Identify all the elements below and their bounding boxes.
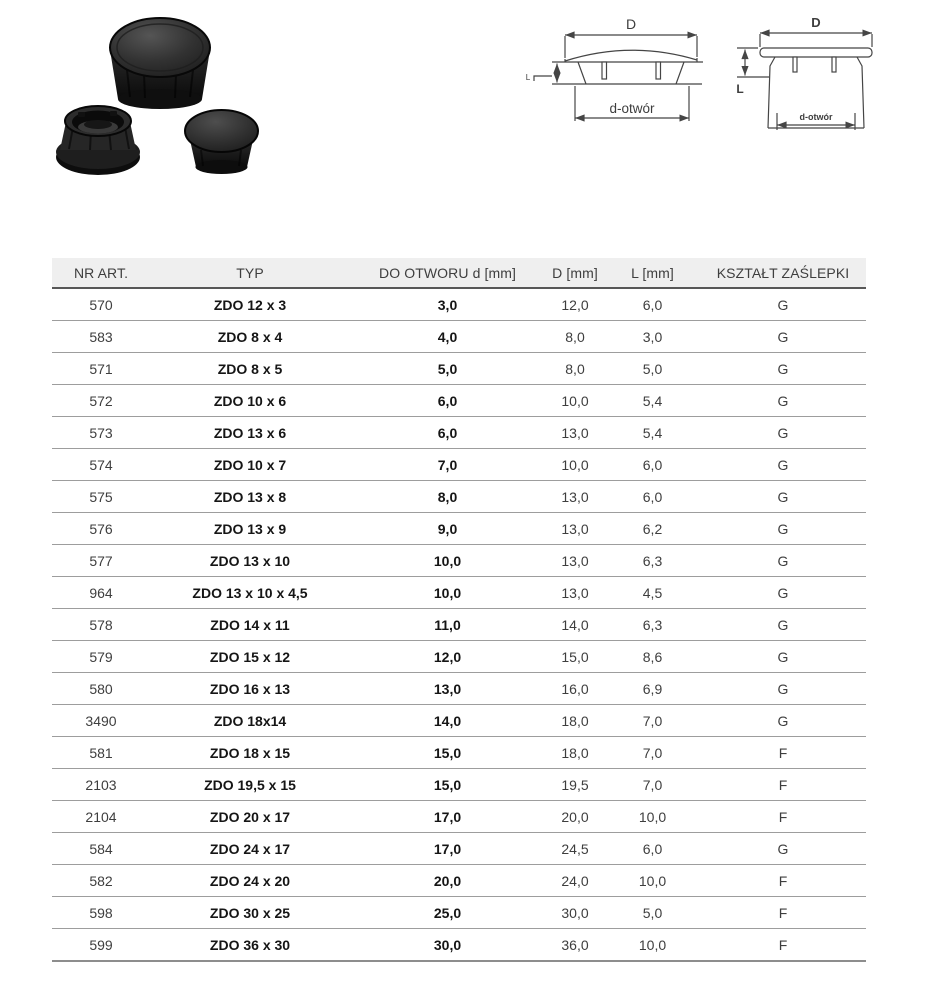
dome-length-label: L — [525, 73, 531, 82]
cell-ksztalt: G — [700, 513, 866, 545]
cell-do-otworu: 15,0 — [350, 769, 545, 801]
cell-l: 10,0 — [605, 929, 700, 962]
cell-do-otworu: 3,0 — [350, 288, 545, 321]
cell-d: 13,0 — [545, 513, 605, 545]
dome-hole-label: d-otwór — [609, 101, 655, 116]
table-body — [52, 288, 866, 961]
cell-ksztalt: G — [700, 288, 866, 321]
cell-d: 30,0 — [545, 897, 605, 929]
cell-ksztalt: F — [700, 737, 866, 769]
table-row — [52, 673, 866, 705]
table-row — [52, 769, 866, 801]
table-row — [52, 577, 866, 609]
cell-nr-art: 2104 — [52, 801, 150, 833]
cell-nr-art: 577 — [52, 545, 150, 577]
cell-ksztalt: G — [700, 417, 866, 449]
col-header-typ: TYP — [150, 258, 350, 288]
flat-length-label: L — [736, 82, 744, 96]
table-row — [52, 705, 866, 737]
cell-nr-art: 582 — [52, 865, 150, 897]
cell-do-otworu: 20,0 — [350, 865, 545, 897]
cell-nr-art: 573 — [52, 417, 150, 449]
cell-typ: ZDO 30 x 25 — [150, 897, 350, 929]
table-row — [52, 929, 866, 962]
table-row — [52, 609, 866, 641]
col-header-do-otworu: DO OTWORU d [mm] — [350, 258, 545, 288]
cell-l: 7,0 — [605, 705, 700, 737]
cell-nr-art: 2103 — [52, 769, 150, 801]
dome-cap-diagram — [498, 10, 716, 134]
table-row — [52, 417, 866, 449]
cell-typ: ZDO 20 x 17 — [150, 801, 350, 833]
cell-ksztalt: F — [700, 801, 866, 833]
cell-d: 8,0 — [545, 321, 605, 353]
cell-ksztalt: F — [700, 897, 866, 929]
cell-ksztalt: G — [700, 833, 866, 865]
col-header-l: L [mm] — [605, 258, 700, 288]
flat-hole-label: d-otwór — [799, 112, 833, 122]
cell-ksztalt: F — [700, 865, 866, 897]
cell-l: 6,0 — [605, 833, 700, 865]
cell-l: 7,0 — [605, 737, 700, 769]
cell-typ: ZDO 13 x 9 — [150, 513, 350, 545]
cell-l: 10,0 — [605, 801, 700, 833]
large-plug-image — [110, 18, 210, 109]
cell-d: 36,0 — [545, 929, 605, 962]
cell-d: 18,0 — [545, 705, 605, 737]
cell-d: 14,0 — [545, 609, 605, 641]
table-row — [52, 449, 866, 481]
products-table — [52, 258, 866, 962]
cell-typ: ZDO 36 x 30 — [150, 929, 350, 962]
cell-do-otworu: 13,0 — [350, 673, 545, 705]
cell-nr-art: 580 — [52, 673, 150, 705]
cell-d: 13,0 — [545, 417, 605, 449]
cell-d: 8,0 — [545, 353, 605, 385]
cell-nr-art: 574 — [52, 449, 150, 481]
table-row — [52, 353, 866, 385]
flat-diameter-label: D — [811, 15, 821, 30]
cell-do-otworu: 10,0 — [350, 545, 545, 577]
cell-do-otworu: 15,0 — [350, 737, 545, 769]
cell-ksztalt: G — [700, 705, 866, 737]
table-row — [52, 481, 866, 513]
cell-typ: ZDO 19,5 x 15 — [150, 769, 350, 801]
cell-ksztalt: F — [700, 929, 866, 962]
cell-do-otworu: 25,0 — [350, 897, 545, 929]
cell-l: 8,6 — [605, 641, 700, 673]
table-row — [52, 641, 866, 673]
cell-nr-art: 598 — [52, 897, 150, 929]
cell-nr-art: 3490 — [52, 705, 150, 737]
cell-do-otworu: 17,0 — [350, 801, 545, 833]
cell-d: 13,0 — [545, 577, 605, 609]
cell-do-otworu: 30,0 — [350, 929, 545, 962]
cell-typ: ZDO 18 x 15 — [150, 737, 350, 769]
cell-typ: ZDO 16 x 13 — [150, 673, 350, 705]
cell-do-otworu: 7,0 — [350, 449, 545, 481]
cell-do-otworu: 17,0 — [350, 833, 545, 865]
cell-nr-art: 583 — [52, 321, 150, 353]
cell-ksztalt: G — [700, 353, 866, 385]
cell-do-otworu: 14,0 — [350, 705, 545, 737]
cell-nr-art: 579 — [52, 641, 150, 673]
cell-d: 13,0 — [545, 545, 605, 577]
cell-d: 10,0 — [545, 385, 605, 417]
table-row — [52, 321, 866, 353]
cell-l: 6,0 — [605, 449, 700, 481]
cell-nr-art: 570 — [52, 288, 150, 321]
table-header — [52, 258, 866, 288]
cell-d: 24,5 — [545, 833, 605, 865]
product-photo — [48, 0, 320, 212]
cell-typ: ZDO 12 x 3 — [150, 288, 350, 321]
cell-nr-art: 599 — [52, 929, 150, 962]
cell-d: 16,0 — [545, 673, 605, 705]
cell-ksztalt: G — [700, 673, 866, 705]
cell-ksztalt: G — [700, 577, 866, 609]
cell-do-otworu: 5,0 — [350, 353, 545, 385]
table-row — [52, 833, 866, 865]
cell-ksztalt: G — [700, 481, 866, 513]
cell-typ: ZDO 24 x 17 — [150, 833, 350, 865]
cell-l: 6,3 — [605, 609, 700, 641]
cell-nr-art: 964 — [52, 577, 150, 609]
cell-l: 5,4 — [605, 417, 700, 449]
cell-d: 13,0 — [545, 481, 605, 513]
cell-typ: ZDO 14 x 11 — [150, 609, 350, 641]
cell-l: 5,0 — [605, 353, 700, 385]
cell-ksztalt: G — [700, 609, 866, 641]
small-plug-image — [185, 110, 258, 174]
table-row — [52, 737, 866, 769]
cell-ksztalt: G — [700, 321, 866, 353]
open-plug-image — [56, 106, 140, 175]
cell-do-otworu: 6,0 — [350, 417, 545, 449]
cell-l: 4,5 — [605, 577, 700, 609]
table-row — [52, 897, 866, 929]
cell-nr-art: 581 — [52, 737, 150, 769]
cell-d: 19,5 — [545, 769, 605, 801]
cell-nr-art: 576 — [52, 513, 150, 545]
table-row — [52, 385, 866, 417]
cell-l: 5,4 — [605, 385, 700, 417]
cell-typ: ZDO 8 x 5 — [150, 353, 350, 385]
cell-nr-art: 572 — [52, 385, 150, 417]
cell-typ: ZDO 13 x 10 x 4,5 — [150, 577, 350, 609]
table-row — [52, 865, 866, 897]
cell-typ: ZDO 10 x 6 — [150, 385, 350, 417]
cell-typ: ZDO 10 x 7 — [150, 449, 350, 481]
cell-typ: ZDO 13 x 10 — [150, 545, 350, 577]
cell-typ: ZDO 8 x 4 — [150, 321, 350, 353]
cell-ksztalt: G — [700, 385, 866, 417]
cell-d: 20,0 — [545, 801, 605, 833]
col-header-ksztalt: KSZTAŁT ZAŚLEPKI — [700, 258, 866, 288]
cell-l: 6,3 — [605, 545, 700, 577]
cell-l: 6,2 — [605, 513, 700, 545]
cell-l: 10,0 — [605, 865, 700, 897]
cell-d: 10,0 — [545, 449, 605, 481]
cell-nr-art: 584 — [52, 833, 150, 865]
cell-do-otworu: 12,0 — [350, 641, 545, 673]
table-row — [52, 513, 866, 545]
cell-l: 6,0 — [605, 481, 700, 513]
cell-ksztalt: F — [700, 769, 866, 801]
col-header-nr-art: NR ART. — [52, 258, 150, 288]
cell-do-otworu: 10,0 — [350, 577, 545, 609]
cell-d: 18,0 — [545, 737, 605, 769]
cell-do-otworu: 8,0 — [350, 481, 545, 513]
cell-ksztalt: G — [700, 449, 866, 481]
cell-d: 12,0 — [545, 288, 605, 321]
col-header-d: D [mm] — [545, 258, 605, 288]
table-row — [52, 801, 866, 833]
table-row — [52, 545, 866, 577]
cell-d: 24,0 — [545, 865, 605, 897]
cell-typ: ZDO 15 x 12 — [150, 641, 350, 673]
cell-typ: ZDO 13 x 8 — [150, 481, 350, 513]
cell-l: 7,0 — [605, 769, 700, 801]
table-header-row — [52, 258, 866, 288]
cell-l: 6,0 — [605, 288, 700, 321]
dome-diameter-label: D — [625, 16, 637, 32]
cell-ksztalt: G — [700, 545, 866, 577]
cell-do-otworu: 6,0 — [350, 385, 545, 417]
flat-cap-diagram — [722, 6, 928, 138]
cell-nr-art: 571 — [52, 353, 150, 385]
cell-typ: ZDO 24 x 20 — [150, 865, 350, 897]
table-row — [52, 288, 866, 321]
cell-ksztalt: G — [700, 641, 866, 673]
cell-l: 5,0 — [605, 897, 700, 929]
cell-d: 15,0 — [545, 641, 605, 673]
cell-do-otworu: 11,0 — [350, 609, 545, 641]
cell-nr-art: 578 — [52, 609, 150, 641]
cell-typ: ZDO 13 x 6 — [150, 417, 350, 449]
cell-typ: ZDO 18x14 — [150, 705, 350, 737]
cell-do-otworu: 4,0 — [350, 321, 545, 353]
cell-nr-art: 575 — [52, 481, 150, 513]
cell-l: 6,9 — [605, 673, 700, 705]
cell-do-otworu: 9,0 — [350, 513, 545, 545]
cell-l: 3,0 — [605, 321, 700, 353]
